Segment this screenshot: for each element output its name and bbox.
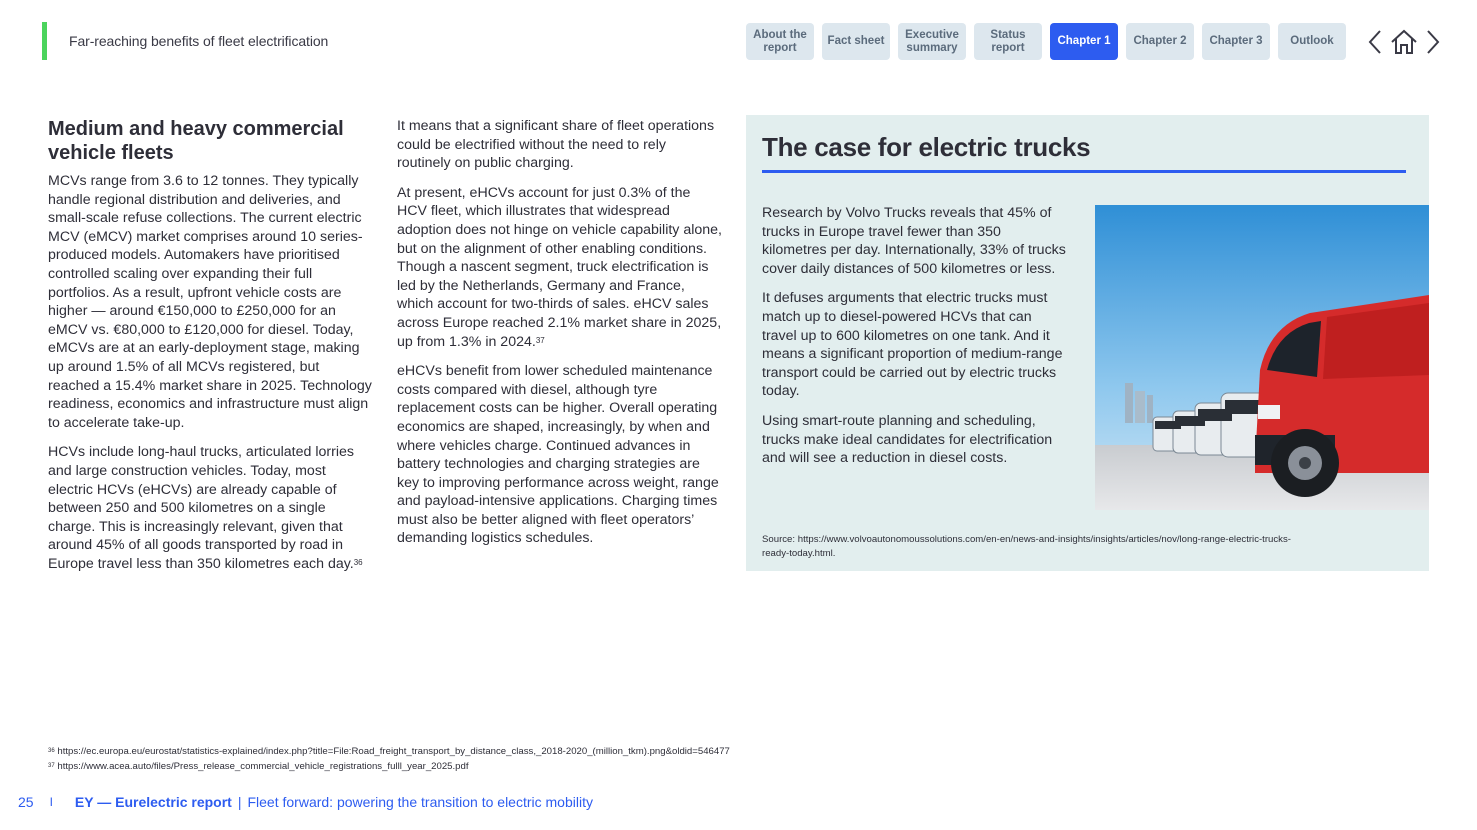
source-citation: Source: https://www.volvoautonomoussolutions.com/en-en/news-and-insights/insights/articles/nov/long-range-electric-trucks-ready-today.html. (762, 534, 1291, 559)
footnote-link[interactable]: https://ec.europa.eu/eurostat/statistics-explained/index.php?title=File:Road_freight_transport_by_distance_class,_2018-2020_(million_tkm).png&oldid=546477 (57, 746, 730, 757)
page-number: 25 (18, 794, 34, 810)
footnotes (48, 744, 730, 774)
case-paragraph: Using smart-route planning and scheduling, trucks make ideal candidates for electrification and will see a reduction in diesel costs. (762, 412, 1053, 467)
page-footer (18, 794, 593, 810)
case-study-box (746, 115, 1429, 571)
footnote-link[interactable]: https://www.acea.auto/files/Press_release_commercial_vehicle_registrations_fulll_year_2025.pdf (57, 761, 469, 772)
report-subtitle: Fleet forward: powering the transition to electric mobility (247, 794, 593, 810)
tab-fact-sheet[interactable]: Fact sheet (822, 23, 890, 60)
section-title: Far-reaching benefits of fleet electrification (69, 33, 329, 49)
tab-executive-summary[interactable]: Executive summary (898, 23, 966, 60)
page-navigation (1366, 28, 1442, 56)
tab-chapter-2[interactable]: Chapter 2 (1126, 23, 1194, 60)
footer-pipe: | (237, 794, 242, 810)
chapter-nav (746, 23, 1346, 60)
body-paragraph: HCVs include long-haul trucks, articulated lorries and large construction vehicles. Today, most electric HCVs (eHCVs) are already capable of between 250 and 500 kilometres on a single charge. This is increasingly relevant, given that around 45% of all goods transported by road in Europe travel less than 350 kilometres each day.$^{36}$ (48, 444, 363, 572)
case-paragraph: It defuses arguments that electric trucks must match up to diesel-powered HCVs that can travel up to 600 kilometres on one tank. And it means a significant proportion of medium-range transport could be carried out by electric trucks today. (762, 290, 1063, 400)
body-paragraph: MCVs range from 3.6 to 12 tonnes. They typically handle regional distribution and deliveries, and small-scale refuse collections. The current electric MCV (eMCV) market comprises around 10 series-produced models. Automakers have prioritised controlled scaling over expanding their full portfolios. As a result, upfront vehicle costs are higher — around €150,000 to £250,000 for an eMCV vs. €80,000 to £120,000 for diesel. Today, eMCVs are at an early-deployment stage, making up around 1.5% of all MCVs registered, but reached a 15.4% market share in 2025. Technology readiness, economics and infrastructure must align to accelerate take-up. (48, 173, 372, 431)
title-underline (762, 170, 1406, 173)
body-paragraph: eHCVs benefit from lower scheduled maintenance costs compared with diesel, although tyre replacement costs can be higher. Overall operating economics are shaped, increasingly, by when and where vehicles charge. Continued advances in battery technologies and charging strategies are key to improving performance across weight, range and payload-intensive applications. Charging times must also be better aligned with fleet operators’ demanding logistics schedules. (397, 363, 719, 547)
tab-about-the-report[interactable]: About the report (746, 23, 814, 60)
footnote-ref[interactable]: 37 (535, 335, 545, 345)
section-heading: Medium and heavy commercial vehicle fleets (48, 118, 344, 164)
report-brand: EY — Eurelectric report (74, 794, 232, 810)
red-van-photo (1095, 205, 1429, 510)
footnote-ref[interactable]: 36 (353, 557, 363, 567)
case-study-title: The case for electric trucks (762, 132, 1091, 162)
body-paragraph: At present, eHCVs account for just 0.3% of the HCV fleet, which illustrates that widespread adoption does not hinge on vehicle capability alone, but on the alignment of other enabling conditions. Though a nascent segment, truck electrification is led by the Netherlands, Germany and France, which account for two-thirds of sales. eHCV sales across Europe reached 2.1% market share in 2025, up from 1.3% in 2024.37 (397, 184, 722, 350)
case-study-text (762, 204, 1067, 479)
home-icon[interactable] (1390, 28, 1418, 56)
tab-chapter-1[interactable]: Chapter 1 (1050, 23, 1118, 60)
left-column (48, 117, 374, 584)
chevron-left-icon[interactable] (1366, 28, 1384, 56)
footnote-item: $^{36}$ https://ec.europa.eu/eurostat/statistics-explained/index.php?title=File:Road_freight_transport_by_distance_class,_2018-2020_(million_tkm).png&oldid=546477 (48, 746, 730, 757)
header-accent-bar (42, 22, 47, 60)
chevron-right-icon[interactable] (1424, 28, 1442, 56)
middle-column (397, 117, 723, 559)
tab-chapter-3[interactable]: Chapter 3 (1202, 23, 1270, 60)
tab-status-report[interactable]: Status report (974, 23, 1042, 60)
case-paragraph: Research by Volvo Trucks reveals that 45% of trucks in Europe travel fewer than 350 kilometres per day. Internationally, 33% of trucks cover daily distances of 500 kilometres or less. (762, 205, 1066, 277)
footer-separator: I (49, 795, 53, 809)
footnote-item: $^{37}$ https://www.acea.auto/files/Press_release_commercial_vehicle_registrations_fulll_year_2025.pdf (48, 761, 469, 772)
tab-outlook[interactable]: Outlook (1278, 23, 1346, 60)
body-paragraph: It means that a significant share of fleet operations could be electrified without the need to rely routinely on public charging. (397, 118, 715, 172)
